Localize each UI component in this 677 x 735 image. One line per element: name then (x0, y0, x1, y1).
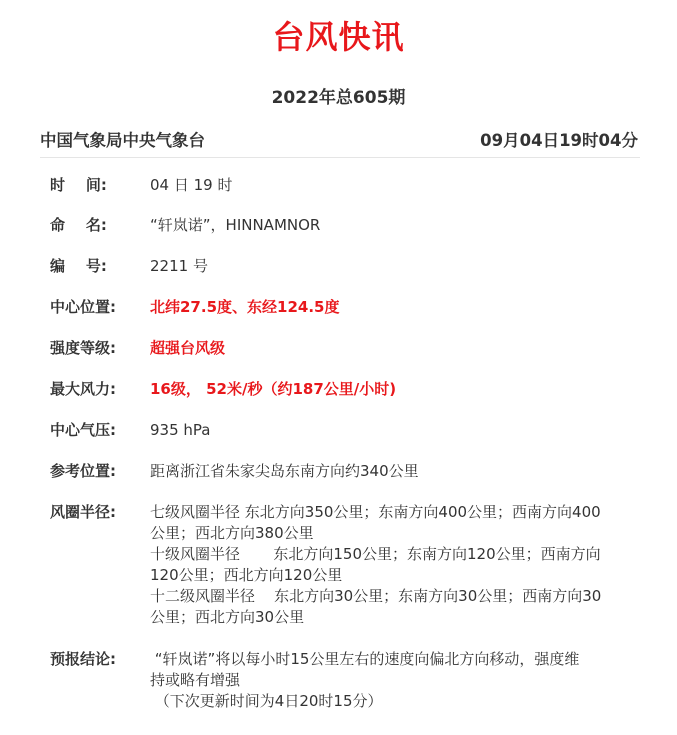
reference-label: 参考位置: (50, 462, 116, 480)
max-wind-label: 最大风力: (50, 380, 116, 398)
center-value: 北纬27.5度、东经124.5度 (150, 298, 340, 316)
issued-time: 09月04日19时04分 (480, 131, 638, 150)
forecast-value (150, 649, 628, 712)
header-divider (40, 157, 640, 158)
name-label: 命 名: (50, 216, 107, 234)
pressure-label: 中心气压: (50, 421, 116, 439)
forecast-line: “轩岚诺”将以每小时15公里左右的速度向偏北方向移动，强度维 (150, 650, 580, 668)
issue-number: 2022年总605期 (271, 88, 406, 108)
center-label: 中心位置: (50, 298, 116, 316)
intensity-value: 超强台风级 (150, 339, 226, 357)
header-row (40, 129, 640, 155)
forecast-label: 预报结论: (50, 650, 116, 668)
time-value: 04 日 19 时 (150, 176, 233, 194)
forecast-line: 持或略有增强 (150, 671, 241, 689)
wind-radius-line: 公里；西北方向30公里 (150, 608, 305, 626)
wind-radius-line: 公里；西北方向380公里 (150, 524, 314, 542)
wind-radius-line: 120公里；西北方向120公里 (150, 566, 343, 584)
forecast-line: （下次更新时间为4日20时15分） (150, 692, 383, 710)
wind-radius-line: 十级风圈半径 东北方向150公里；东南方向120公里；西南方向 (150, 545, 601, 563)
wind-radius-line: 七级风圈半径 东北方向350公里；东南方向400公里；西南方向400 (150, 503, 601, 521)
wind-radius-label: 风圈半径: (50, 503, 116, 521)
wind-radius-value (150, 502, 628, 628)
number-value: 2211 号 (150, 257, 208, 275)
max-wind-value: 16级， 52米/秒（约187公里/小时) (150, 380, 397, 398)
reference-value: 距离浙江省朱家尖岛东南方向约340公里 (150, 462, 419, 480)
pressure-value: 935 hPa (150, 421, 211, 439)
intensity-label: 强度等级: (50, 339, 116, 357)
number-label: 编 号: (50, 257, 107, 275)
name-value: “轩岚诺”，HINNAMNOR (150, 216, 321, 234)
time-label: 时 间: (50, 176, 107, 194)
page-title: 台风快讯 (272, 18, 405, 56)
agency-name: 中国气象局中央气象台 (40, 131, 205, 150)
wind-radius-line: 十二级风圈半径 东北方向30公里；东南方向30公里；西南方向30 (150, 587, 602, 605)
